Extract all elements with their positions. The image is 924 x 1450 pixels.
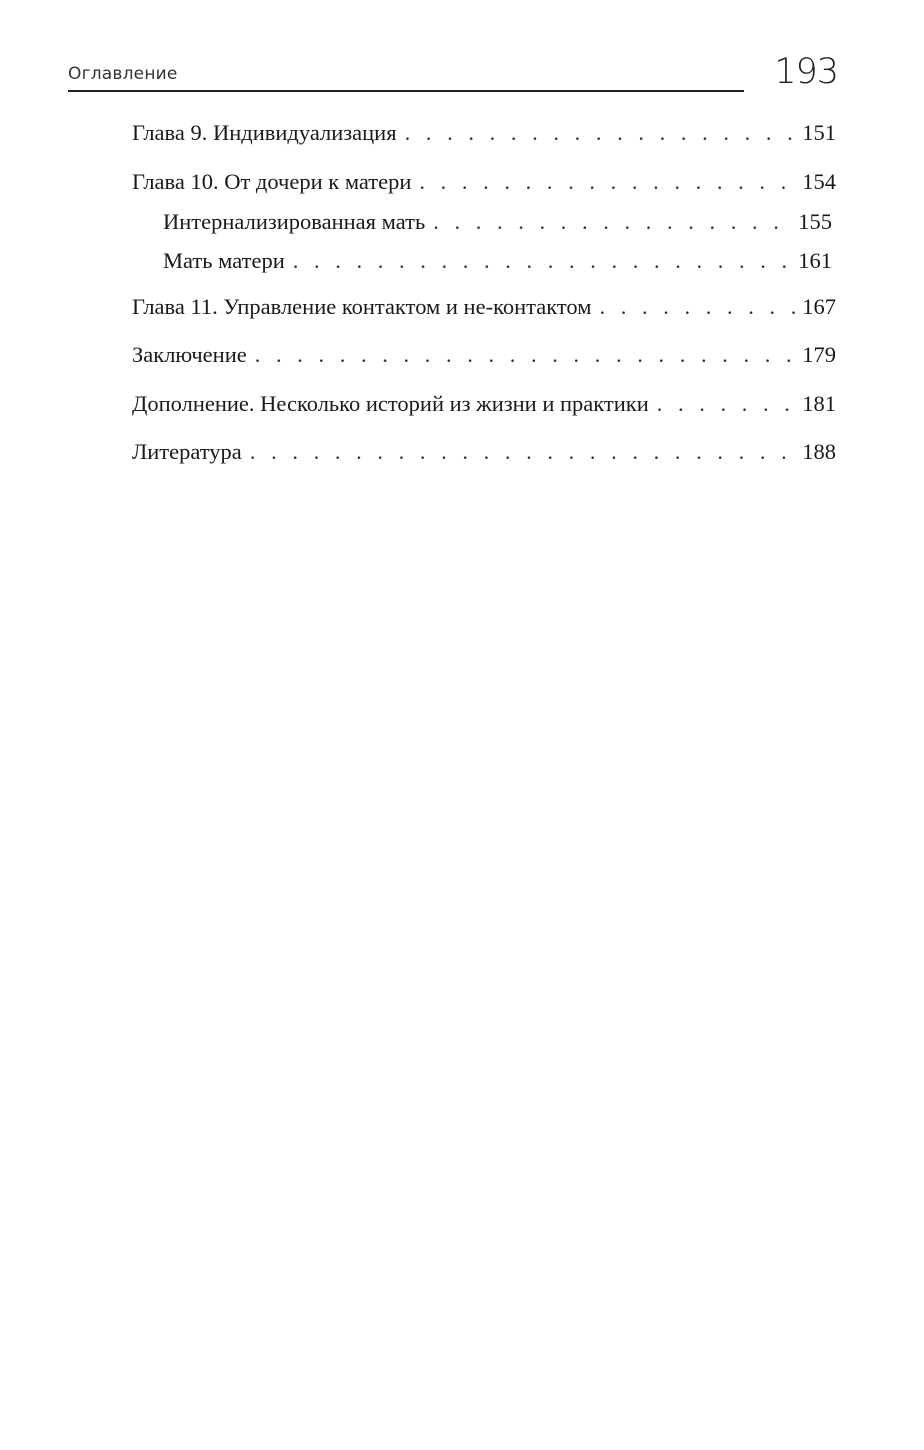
running-head xyxy=(68,60,744,92)
dot-leader xyxy=(293,248,793,274)
toc-entry xyxy=(132,342,836,368)
toc-entry xyxy=(132,169,836,195)
toc-entry-title: Глава 9. Индивидуализация xyxy=(132,120,397,145)
toc-entry-page: 181 xyxy=(802,391,836,416)
toc-entry-title: Дополнение. Несколько историй из жизни и практики xyxy=(132,391,649,416)
toc-subentry xyxy=(163,209,832,235)
toc-entry-page: 188 xyxy=(802,439,836,464)
toc-entry-title: Литература xyxy=(132,439,242,464)
dot-leader xyxy=(250,439,796,465)
toc-entry xyxy=(132,391,836,417)
toc-entry-title: Интернализированная мать xyxy=(163,209,426,234)
toc-entry-title: Глава 10. От дочери к матери xyxy=(132,169,412,194)
toc-entry-page: 179 xyxy=(802,342,836,367)
toc-entry-title: Глава 11. Управление контактом и не-контактом xyxy=(132,294,592,319)
toc-entry-page: 167 xyxy=(802,294,836,319)
dot-leader xyxy=(657,391,796,417)
page-number: 193 xyxy=(774,52,838,92)
toc-subentry xyxy=(163,248,832,274)
toc-entry xyxy=(132,294,836,320)
toc-entry-page: 151 xyxy=(802,120,836,145)
toc-entry xyxy=(132,439,836,465)
toc-entry-page: 155 xyxy=(798,209,832,234)
dot-leader xyxy=(405,120,797,146)
dot-leader xyxy=(433,209,792,235)
toc-entry-title: Мать матери xyxy=(163,248,285,273)
dot-leader xyxy=(599,294,796,320)
toc-entry-page: 154 xyxy=(802,169,836,194)
dot-leader xyxy=(255,342,797,368)
dot-leader xyxy=(419,169,796,195)
toc-entry xyxy=(132,120,836,146)
section-label: Оглавление xyxy=(68,64,178,84)
toc-entry-page: 161 xyxy=(798,248,832,273)
toc-entry-title: Заключение xyxy=(132,342,247,367)
